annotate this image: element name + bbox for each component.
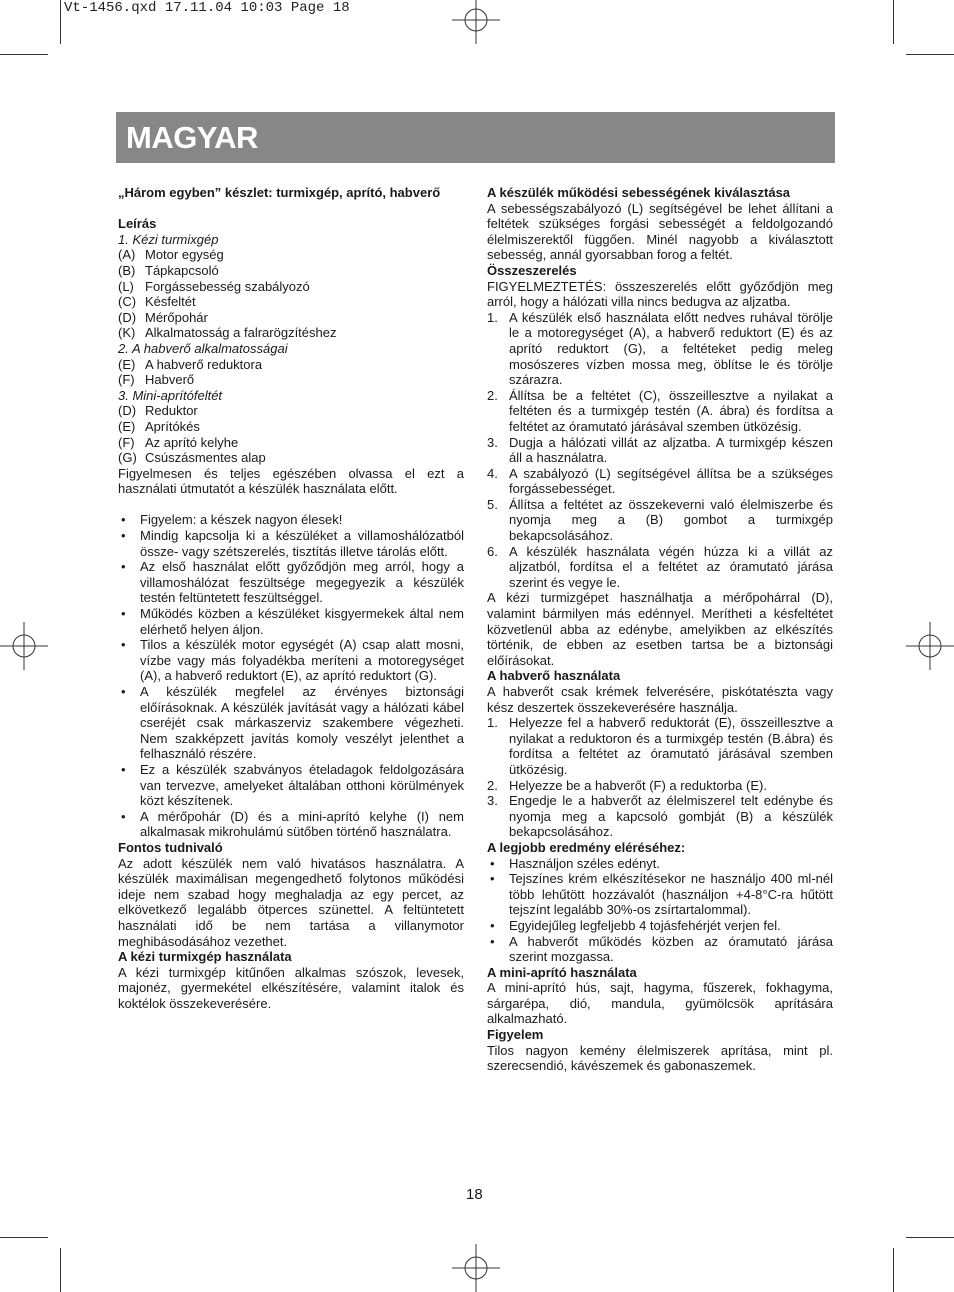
bullet-item [487, 934, 833, 965]
part-label: (B) [118, 262, 136, 278]
registration-mark-icon [452, 0, 500, 44]
group2-list [118, 357, 464, 388]
bullet-icon: • [490, 855, 495, 871]
bullet-icon: • [121, 761, 126, 777]
group3-title: 3. Mini-aprítófeltét [118, 387, 223, 403]
hand-blender-title: A kézi turmixgép használata [118, 949, 292, 965]
attention-title: Figyelem [487, 1027, 544, 1043]
numbered-step [487, 497, 833, 544]
parts-list-item [118, 357, 464, 373]
mini-chopper-title: A mini-aprító használata [487, 964, 637, 980]
assembly-steps [487, 310, 833, 591]
numbered-step [487, 310, 833, 388]
numbered-step [487, 793, 833, 840]
bullet-icon: • [490, 933, 495, 949]
bullet-text: Figyelem: a készek nagyon élesek! [140, 512, 343, 528]
speed-title: A készülék működési sebességének kiválasztása [487, 185, 791, 200]
step-text: Engedje le a habverőt az élelmiszerel telt edénybe és nyomja meg a kapcsoló gombját (B) a készülék bekapcsolásához. [509, 793, 833, 840]
speed-text: A sebességszabályozó (L) segítségével be lehet állítani a feltétek szükséges forgási sebességét a feldolgozandó élelmiszerektől függően. Minél nagyobb a kiválasztott sebesség, annál gyorsabban forog a feltét. [487, 200, 833, 263]
assembly-warning: FIGYELMEZTETÉS: összeszerelés előtt győződjön meg arról, hogy a hálózati villa nincs bedugva az aljzatba. [487, 278, 833, 310]
registration-mark-icon [452, 1244, 500, 1292]
step-text: Állítsa a feltétet az összekeverni való élelmiszerbe és nyomja meg a (B) gombot a turmixgép bekapcsolásához. [509, 496, 833, 544]
group1-title: 1. Kézi turmixgép [118, 231, 219, 247]
part-name: Reduktor [145, 403, 198, 419]
page-number: 18 [466, 1186, 483, 1203]
part-name: A habverő reduktora [145, 356, 263, 372]
numbered-step [487, 544, 833, 591]
part-name: Habverő [145, 372, 195, 388]
bullet-item [118, 559, 464, 606]
part-label: (D) [118, 309, 137, 325]
bullet-text: Egyidejűleg legfeljebb 4 tojásfehérjét verjen fel. [509, 917, 781, 933]
crop-mark [906, 1237, 954, 1238]
step-text: Dugja a hálózati villát az aljzatba. A turmixgép készen áll a használatra. [509, 434, 833, 466]
bullet-text: A készülék megfelel az érvényes biztonsági előírásoknak. A készülék javítását vagy a hálózati kábel cseréjét csak márkaszerviz szakembere végezheti. Nem szakképzett javítás komoly veszélyt jelenthet a felhasználó részére. [140, 684, 464, 762]
hand-blender-text: A kézi turmixgép kitűnően alkalmas szószok, levesek, majonéz, gyermekétel elkészítésére, valamint italok és koktélok összekeverésére. [118, 964, 464, 1011]
part-name: Csúszásmentes alap [145, 450, 266, 466]
assembly-title: Összeszerelés [487, 262, 577, 278]
numbered-step [487, 778, 833, 794]
part-name: Az aprító kelyhe [145, 434, 239, 450]
bullet-icon: • [121, 684, 126, 699]
best-results-title: A legjobb eredmény eléréséhez: [487, 839, 686, 855]
bullet-item [487, 918, 833, 934]
step-number: 1. [487, 715, 498, 731]
crop-mark [60, 1248, 61, 1292]
parts-list-item [118, 403, 464, 419]
group2-title: 2. A habverő alkalmatosságai [118, 340, 288, 356]
intro-title: „Három egyben” készlet: turmixgép, aprító, habverő [118, 185, 441, 200]
part-label: (E) [118, 418, 136, 434]
step-number: 5. [487, 496, 498, 512]
bullet-icon: • [121, 606, 126, 622]
part-name: Tápkapcsoló [145, 262, 219, 278]
step-text: A szabályozó (L) segítségével állítsa be a szükséges forgássebességet. [509, 465, 833, 497]
parts-list-item [118, 435, 464, 451]
bullet-icon: • [121, 637, 126, 653]
part-label: (F) [118, 434, 135, 450]
step-text: A készülék használata végén húzza ki a villát az aljzatból, fordítsa el a feltétet az óramutató járása szerint és vegye le. [509, 543, 833, 590]
bullet-item [118, 762, 464, 809]
numbered-step [487, 715, 833, 777]
crop-mark [0, 54, 48, 55]
part-label: (L) [118, 278, 134, 294]
step-text: Állítsa be a feltétet (C), összeillesztve a nyilakat a feltéten és a turmixgép testén (A. ábra) és fordítsa a feltétet az óramutató járásával szemben ütközésig. [509, 387, 833, 434]
parts-list-item [118, 263, 464, 279]
part-label: (E) [118, 356, 136, 372]
bullet-text: Működés közben a készüléket kisgyermekek által nem elérhető helyen áljon. [140, 606, 464, 637]
group3-list [118, 403, 464, 465]
bullet-icon: • [121, 559, 126, 575]
bullet-text: Tejszínes krém elkészítésekor ne használjo 400 ml-nél több lehűtött hozzávalót (használjon +4-8°C-ra hűtött tejszínt legalább 30%-os zsírtartalommal). [509, 871, 833, 918]
bullet-text: Használjon széles edényt. [509, 855, 661, 871]
part-name: Aprítókés [145, 418, 200, 434]
parts-list-item [118, 372, 464, 388]
bullet-text: Mindig kapcsolja ki a készüléket a villamoshálózatból össze- vagy szétszerelés, tisztítás illetve tárolás előtt. [140, 528, 464, 559]
parts-list-item [118, 419, 464, 435]
step-number: 2. [487, 387, 498, 403]
parts-list-item [118, 247, 464, 263]
bullet-icon: • [490, 871, 495, 887]
whisk-text: A habverőt csak krémek felverésére, piskótatészta vagy kész deszertek összekeverésére használja. [487, 684, 833, 715]
crop-mark [906, 54, 954, 55]
parts-list-item [118, 310, 464, 326]
bullet-item [487, 871, 833, 918]
print-slug: Vt-1456.qxd 17.11.04 10:03 Page 18 [64, 0, 350, 16]
bullet-text: Tilos a készülék motor egységét (A) csap alatt mosni, vízbe vagy más folyadékba meríteni a motoregységet (A), a habverő reduktort (E), az aprító reduktort (G). [140, 637, 464, 684]
part-label: (D) [118, 403, 137, 419]
bullet-text: A mérőpohár (D) és a mini-aprító kelyhe (I) nem alkalmasak mikrohulámú sütőben történő használatra. [140, 808, 464, 840]
bullet-item [118, 606, 464, 637]
bullet-item [118, 684, 464, 762]
step-number: 4. [487, 465, 498, 481]
bullet-icon: • [121, 512, 126, 528]
whisk-title: A habverő használata [487, 668, 621, 684]
numbered-step [487, 388, 833, 435]
part-name: Alkalmatosság a falrarögzítéshez [145, 325, 337, 341]
banner-title: MAGYAR [126, 120, 258, 155]
group1-list [118, 247, 464, 341]
parts-list-item [118, 325, 464, 341]
step-text: A készülék első használata előtt nedves ruhával törölje le a motoregységet (A), a habverő reduktort (E) és az aprító reduktort (G), a feltéteket pedig meleg mosószeres vízben mossa meg, öblítse le és törölje szárazra. [509, 309, 833, 388]
read-note: Figyelmesen és teljes egészében olvassa el ezt a használati útmutatót a készülék használata előtt. [118, 465, 464, 497]
important-title: Fontos tudnivaló [118, 839, 223, 855]
left-column [118, 185, 464, 1011]
bullet-text: Ez a készülék szabványos ételadagok feldolgozására van tervezve, amelyeket általában otthoni körülmények közt készítenek. [140, 761, 464, 809]
step-number: 6. [487, 543, 498, 559]
part-label: (A) [118, 247, 136, 263]
bullet-icon: • [121, 528, 126, 544]
part-name: Motor egység [145, 247, 224, 263]
bullet-text: Az első használat előtt győződjön meg arról, hogy a villamoshálózat feszültsége megegyezik a készülék testén feltüntetett feszültséggel. [140, 559, 464, 606]
crop-mark [0, 1237, 48, 1238]
mini-chopper-text: A mini-aprító hús, sajt, hagyma, fűszerek, fokhagyma, sárgarépa, dió, mandula, gyümölcsök aprítására alkalmazható. [487, 980, 833, 1027]
registration-mark-icon [906, 622, 954, 670]
attention-text: Tilos nagyon kemény élelmiszerek aprítása, mint pl. szerecsendió, kávészemek és gabonaszemek. [487, 1042, 833, 1074]
assembly-after: A kézi turmizgépet használhatja a mérőpohárral (D), valamint bármilyen más edénnyel. Merítheti a késfeltétet közvetlenül abba az edénybe, amelyikben az elkészítés történik, de ebben az esetben tartsa be a biztonsági előírásokat. [487, 590, 833, 668]
parts-list-item [118, 450, 464, 466]
step-text: Helyezze be a habverőt (F) a reduktorba (E). [509, 777, 767, 793]
bullet-item [118, 528, 464, 559]
part-name: Mérőpohár [145, 309, 208, 325]
bullet-item [487, 856, 833, 872]
important-text: Az adott készülék nem való hivatásos használatra. A készülék maximálisan megengedhető folytonos működési ideje nem szabad hogy meghaladja az egy percet, az elkövetkező legalább ötperces szünettel. A feltüntetett használati idő be nem tartása a villanymotor meghibásodásához vezethet. [118, 855, 464, 949]
parts-list-item [118, 279, 464, 295]
right-column [487, 185, 833, 1074]
whisk-steps [487, 715, 833, 840]
bullet-item [118, 809, 464, 840]
crop-mark [893, 1248, 894, 1292]
bullet-text: A habverőt működés közben az óramutató járása szerint mozgassa. [509, 933, 833, 965]
crop-mark [60, 0, 61, 44]
part-label: (K) [118, 325, 136, 341]
crop-mark [893, 0, 894, 44]
best-results-list [487, 856, 833, 965]
numbered-step [487, 466, 833, 497]
part-label: (C) [118, 294, 137, 310]
language-banner [116, 112, 835, 163]
part-label: (F) [118, 372, 135, 388]
step-number: 3. [487, 793, 498, 809]
step-number: 1. [487, 309, 498, 325]
numbered-step [487, 435, 833, 466]
bullet-item [118, 637, 464, 684]
bullet-item [118, 512, 464, 528]
parts-list-item [118, 294, 464, 310]
part-name: Forgássebesség szabályozó [145, 278, 310, 294]
part-label: (G) [118, 450, 137, 466]
step-number: 2. [487, 777, 498, 793]
description-title: Leírás [118, 216, 157, 232]
bullet-icon: • [490, 917, 495, 933]
bullet-icon: • [121, 808, 126, 824]
step-number: 3. [487, 434, 498, 450]
registration-mark-icon [0, 622, 48, 670]
warnings-list [118, 512, 464, 839]
part-name: Késfeltét [145, 294, 196, 310]
step-text: Helyezze fel a habverő reduktorát (E), összeillesztve a nyilakat a reduktoron és a turmixgép testén (B.ábra) és fordítsa a feltétet az óramutató járásával szemben ütközésig. [509, 715, 833, 777]
